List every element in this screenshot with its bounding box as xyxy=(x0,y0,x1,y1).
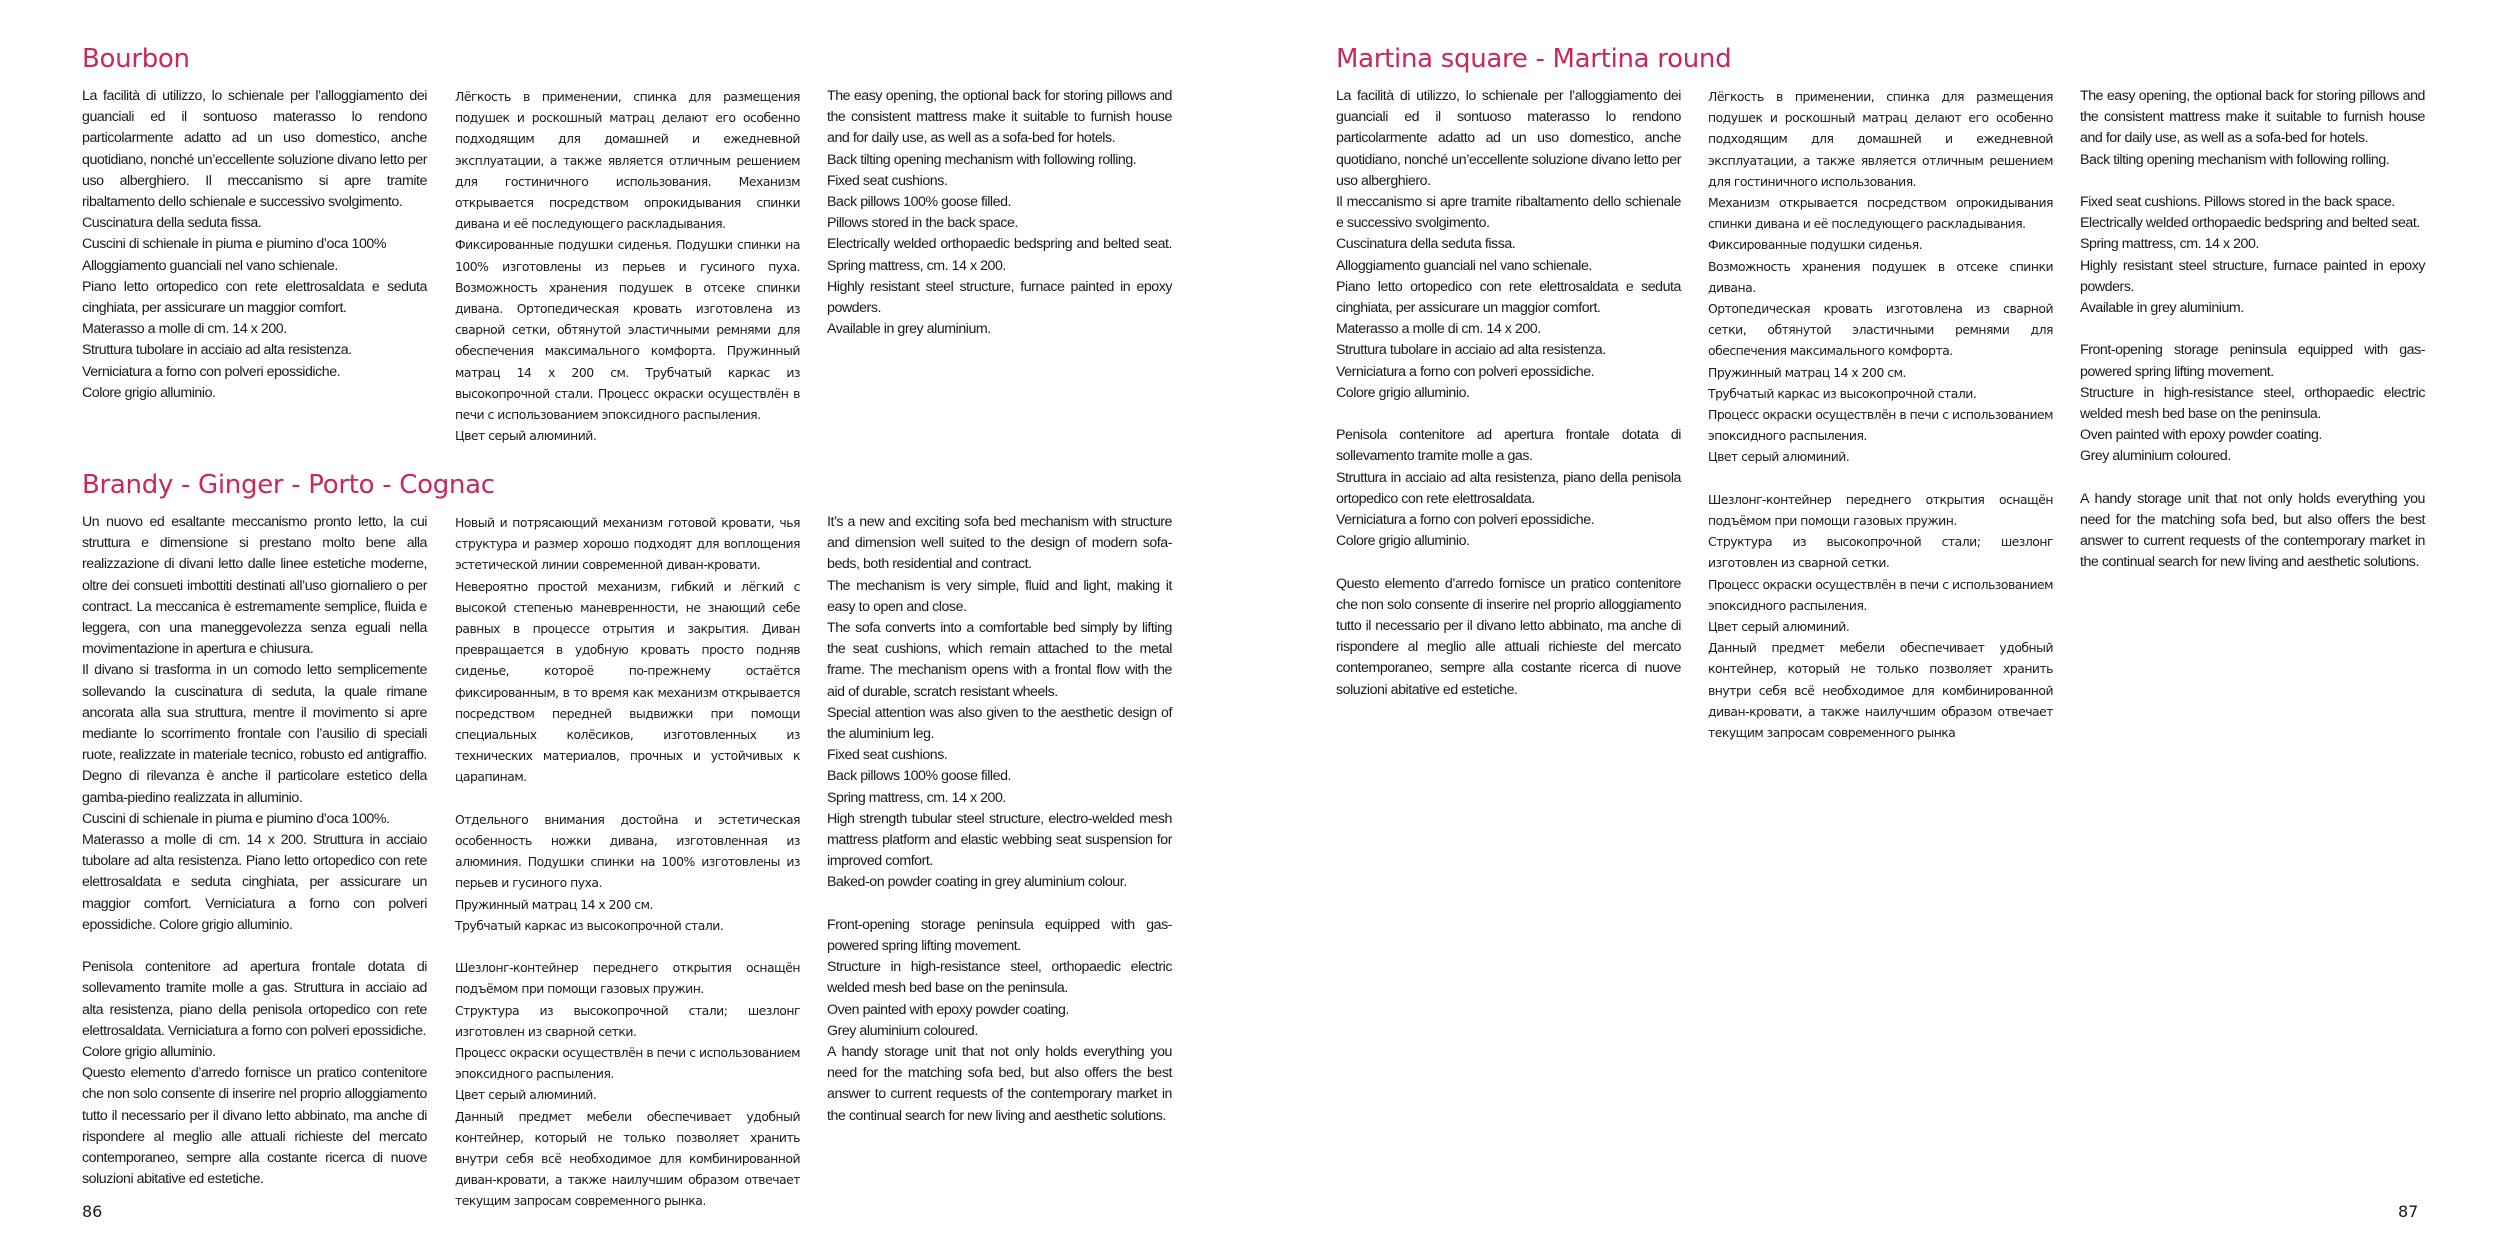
paragraph: Front-opening storage peninsula equipped with gas-powered spring lifting movement. xyxy=(827,916,1172,955)
paragraph: Back tilting opening mechanism with following rolling. xyxy=(827,151,1137,168)
martina-russian-text xyxy=(1708,86,2053,743)
paragraph: The mechanism is very simple, fluid and light, making it easy to open and close. xyxy=(827,577,1172,615)
paragraph: Struttura tubolare in acciaio ad alta resistenza. xyxy=(1336,342,1606,359)
paragraph: It’s a new and exciting sofa bed mechanism with structure and dimension well suited to the design of modern sofa-beds, both residential and contract. xyxy=(827,514,1172,573)
paragraph: Special attention was also given to the aesthetic design of the aluminium leg. xyxy=(827,704,1172,743)
paragraph: Cuscinatura della seduta fissa. xyxy=(1336,236,1516,253)
paragraph: Cuscinatura della seduta fissa. xyxy=(82,215,262,232)
paragraph: Новый и потрясающий механизм готовой кровати, чья структура и размер хорошо подходят для воплощения эстетической линии современной диван-кровати. xyxy=(455,515,800,573)
right-page xyxy=(1250,0,2500,1250)
paragraph: Cuscini di schienale in piuma e piumino d’oca 100% xyxy=(82,236,386,253)
paragraph: Alloggiamento guanciali nel vano schienale. xyxy=(82,257,338,274)
paragraph: Piano letto ortopedico con rete elettrosaldata e seduta cinghiata, per assicurare un maggior comfort. xyxy=(1336,278,1681,317)
paragraph: Electrically welded orthopaedic bedspring and belted seat. xyxy=(2080,215,2420,232)
paragraph: Oven painted with epoxy powder coating. xyxy=(827,1001,1069,1018)
paragraph: Fixed seat cushions. xyxy=(827,747,948,764)
paragraph: Materasso a molle di cm. 14 x 200. xyxy=(1336,321,1541,338)
paragraph: Шезлонг-контейнер переднего открытия оснащён подъёмом при помощи газовых пружин. xyxy=(455,960,800,997)
paragraph: Questo elemento d’arredo fornisce un pratico contenitore che non solo consente di inserire nel proprio alloggiamento tutto il necessario per il divano letto abbinato, ma anche di rispondere al meglio alle attuali richieste del mercato contemporaneo, sempre alla costante ricerca di nuove soluzioni abitative ed estetiche. xyxy=(1336,575,1681,698)
paragraph: Highly resistant steel structure, furnace painted in epoxy powders. xyxy=(2080,257,2425,295)
paragraph: Фиксированные подушки сиденья. Подушки спинки на 100% изготовлены из перьев и гусиного пуха. Возможность хранения подушек в отсеке спинки дивана. Ортопедическая кровать изготовлена из сварной сетки, обтянутой эластичными ремнями для обеспечения максимального комфорта. Пружинный матрац 14 х 200 см. Трубчатый каркас из высокопрочной стали. Процесс окраски осуществлён в печи с использованием эпоксидного распыления. xyxy=(455,237,800,423)
martina-english-text xyxy=(2080,86,2425,574)
paragraph: Цвет серый алюминий. xyxy=(1708,619,1850,635)
page-number-right: 87 xyxy=(2398,1202,2419,1221)
paragraph: Пружинный матрац 14 х 200 см. xyxy=(455,896,653,912)
paragraph: Available in grey aluminium. xyxy=(827,321,991,338)
paragraph: Spring mattress, cm. 14 x 200. xyxy=(827,789,1006,806)
paragraph: Struttura in acciaio ad alta resistenza, piano della penisola ortopedico con rete elettrosaldata. xyxy=(1336,469,1681,507)
paragraph: Back tilting opening mechanism with following rolling. xyxy=(2080,151,2390,168)
bourbon-italian-text xyxy=(82,86,427,404)
paragraph: La facilità di utilizzo, lo schienale per l’alloggiamento dei guanciali ed il sontuoso materasso lo rendono particolarmente adatto ad un uso domestico, anche quotidiano, nonché un’eccellente soluzione divano letto per uso alberghiero. xyxy=(1336,88,1681,189)
brandy-italian-text xyxy=(82,512,427,1190)
paragraph: Ортопедическая кровать изготовлена из сварной сетки, обтянутой эластичными ремнями для обеспечения максимального комфорта. xyxy=(1708,301,2053,359)
paragraph: The easy opening, the optional back for storing pillows and the consistent mattress make it suitable to furnish house and for daily use, as well as a sofa-bed for hotels. xyxy=(827,88,1172,147)
paragraph: A handy storage unit that not only holds everything you need for the matching sofa bed, but also offers the best answer to current requests of the contemporary market in the continual search for new living and aesthetic solutions. xyxy=(827,1044,1172,1124)
paragraph: Il meccanismo si apre tramite ribaltamento dello schienale e successivo svolgimento. xyxy=(1336,194,1681,232)
paragraph: Highly resistant steel structure, furnace painted in epoxy powders. xyxy=(827,278,1172,317)
section-title-brandy: Brandy - Ginger - Porto - Cognac xyxy=(82,470,495,500)
paragraph: Penisola contenitore ad apertura frontale dotata di sollevamento tramite molle a gas. xyxy=(1336,427,1681,465)
paragraph: Шезлонг-контейнер переднего открытия оснащён подъёмом при помощи газовых пружин. xyxy=(1708,491,2053,529)
paragraph: La facilità di utilizzo, lo schienale per l’alloggiamento dei guanciali ed il sontuoso materasso lo rendono particolarmente adatto ad un uso domestico, anche quotidiano, nonché un’eccellente soluzione divano letto per uso alberghiero. Il meccanismo si apre tramite ribaltamento dello schienale e successivo svolgimento. xyxy=(82,88,427,211)
paragraph: Grey aluminium coloured. xyxy=(2080,448,2231,465)
paragraph: Процесс окраски осуществлён в печи с использованием эпоксидного распыления. xyxy=(455,1045,800,1082)
paragraph: Materasso a molle di cm. 14 x 200. Struttura in acciaio tubolare ad alta resistenza. Piano letto ortopedico con rete elettrosaldata e seduta cinghiata, per assicurare un maggior comfort. Verniciatura a forno con polveri epossidiche. Colore grigio alluminio. xyxy=(82,832,427,933)
paragraph: Penisola contenitore ad apertura frontale dotata di sollevamento tramite molle a gas. Struttura in acciaio ad alta resistenza, piano della penisola ortopedico con rete elettrosaldata. Verniciatura a forno con polveri epossidiche. xyxy=(82,959,427,1039)
paragraph: Colore grigio alluminio. xyxy=(82,1044,216,1061)
paragraph: Back pillows 100% goose filled. xyxy=(827,768,1011,785)
paragraph: Лёгкость в применении, спинка для размещения подушек и роскошный матрац делают его особенно подходящим для домашней и ежедневной эксплуатации, а также является отличным решением для гостиничного использования. xyxy=(1708,89,2053,189)
paragraph: Structure in high-resistance steel, orthopaedic electric welded mesh bed base on the peninsula. xyxy=(2080,384,2425,423)
paragraph: Verniciatura a forno con polveri epossidiche. xyxy=(1336,363,1595,380)
brandy-english-text xyxy=(827,512,1172,1127)
paragraph: Colore grigio alluminio. xyxy=(1336,533,1470,550)
bourbon-russian-text xyxy=(455,86,800,446)
paragraph: Spring mattress, cm. 14 x 200. xyxy=(2080,236,2259,253)
section-title-bourbon: Bourbon xyxy=(82,44,190,74)
paragraph: Oven painted with epoxy powder coating. xyxy=(2080,427,2322,444)
paragraph: Процесс окраски осуществлён в печи с использованием эпоксидного распыления. xyxy=(1708,407,2053,444)
section-title-martina: Martina square - Martina round xyxy=(1336,44,1732,74)
paragraph: Цвет серый алюминий. xyxy=(455,1087,597,1103)
paragraph: Verniciatura a forno con polveri epossidiche. xyxy=(82,363,341,380)
paragraph: Structure in high-resistance steel, orthopaedic electric welded mesh bed base on the peninsula. xyxy=(827,959,1172,997)
paragraph: A handy storage unit that not only holds everything you need for the matching sofa bed, but also offers the best answer to current requests of the contemporary market in the continual search for new living and aesthetic solutions. xyxy=(2080,490,2425,571)
paragraph: Данный предмет мебели обеспечивает удобный контейнер, который не только позволяет хранить внутри себя всё необходимое для комбинированной диван-кровати, а также наилучшим образом отвечает текущим запросам современного рынка. xyxy=(455,1108,800,1209)
paragraph: Структура из высокопрочной стали; шезлонг изготовлен из сварной сетки. xyxy=(1708,534,2053,571)
paragraph: Available in grey aluminium. xyxy=(2080,300,2244,317)
paragraph: Front-opening storage peninsula equipped with gas-powered spring lifting movement. xyxy=(2080,342,2425,380)
paragraph: Механизм открывается посредством опрокидывания спинки дивана и её последующего раскладывания. xyxy=(1708,195,2053,232)
paragraph: Questo elemento d’arredo fornisce un pratico contenitore che non solo consente di inserire nel proprio alloggiamento tutto il necessario per il divano letto abbinato, ma anche di rispondere al meglio alle attuali richieste del mercato contemporaneo, sempre alla costante ricerca di nuove soluzioni abitative ed estetiche. xyxy=(82,1065,427,1188)
paragraph: Verniciatura a forno con polveri epossidiche. xyxy=(1336,512,1595,529)
paragraph: Процесс окраски осуществлён в печи с использованием эпоксидного распыления. xyxy=(1708,576,2053,613)
paragraph: Трубчатый каркас из высокопрочной стали. xyxy=(1708,385,1977,401)
bourbon-english-text xyxy=(827,86,1172,340)
page-number-left: 86 xyxy=(82,1202,103,1221)
paragraph: Grey aluminium coloured. xyxy=(827,1022,978,1039)
paragraph: Цвет серый алюминий. xyxy=(1708,449,1850,465)
paragraph: Трубчатый каркас из высокопрочной стали. xyxy=(455,917,724,933)
paragraph: Un nuovo ed esaltante meccanismo pronto letto, la cui struttura e dimensione si prestano molto bene alla realizzazione di divani letto dalle linee estetiche moderne, oltre dei consueti imbottiti destinati all’uso giornaliero o per contract. La meccanica è estremamente semplice, fluida e leggera, con una maneggevolezza senza eguali nella movimentazione in apertura e chiusura. xyxy=(82,514,427,658)
paragraph: Отдельного внимания достойна и эстетическая особенность ножки дивана, изготовленная из алюминия. Подушки спинки на 100% изготовлены из перьев и гусиного пуха. xyxy=(455,811,800,891)
paragraph: Пружинный матрац 14 х 200 см. xyxy=(1708,364,1906,380)
paragraph: Struttura tubolare in acciaio ad alta resistenza. xyxy=(82,342,352,359)
paragraph: Фиксированные подушки сиденья. xyxy=(1708,237,1923,253)
paragraph: Fixed seat cushions. Pillows stored in the back space. xyxy=(2080,194,2395,210)
paragraph: Лёгкость в применении, спинка для размещения подушек и роскошный матрац делают его особенно подходящим для домашней и ежедневной эксплуатации, а также является отличным решением для гостиничного использования. Механизм открывается посредством опрокидывания спинки дивана и её последующего раскладывания. xyxy=(455,89,800,232)
paragraph: The sofa converts into a comfortable bed simply by lifting the seat cushions, which remain attached to the metal frame. The mechanism opens with a frontal flow with the aid of durable, scratch resistant wheels. xyxy=(827,620,1172,700)
paragraph: Electrically welded orthopaedic bedspring and belted seat. Spring mattress, cm. 14 x 200. xyxy=(827,236,1172,274)
brandy-russian-text xyxy=(455,512,800,1212)
paragraph: Colore grigio alluminio. xyxy=(82,384,216,401)
paragraph: Back pillows 100% goose filled. xyxy=(827,194,1011,211)
paragraph: Materasso a molle di cm. 14 x 200. xyxy=(82,321,287,338)
paragraph: Baked-on powder coating in grey aluminium colour. xyxy=(827,874,1127,891)
paragraph: The easy opening, the optional back for storing pillows and the consistent mattress make it suitable to furnish house and for daily use, as well as a sofa-bed for hotels. xyxy=(2080,88,2425,147)
paragraph: Il divano si trasforma in un comodo letto semplicemente sollevando la cuscinatura di seduta, la quale rimane ancorata alla sua struttura, mentre il movimento si apre mediante lo scorrimento frontale con l’ausilio di speciali ruote, realizzate in materiale tecnico, robusto ed antigraffio. Degno di rilevanza è anche il particolare estetico della gamba-piedino realizzata in alluminio. xyxy=(82,662,427,806)
paragraph: Colore grigio alluminio. xyxy=(1336,384,1470,401)
paragraph: Цвет серый алюминий. xyxy=(455,428,597,444)
paragraph: Cuscini di schienale in piuma e piumino d’oca 100%. xyxy=(82,810,390,827)
paragraph: Pillows stored in the back space. xyxy=(827,215,1018,232)
paragraph: Fixed seat cushions. xyxy=(827,172,948,189)
paragraph: Структура из высокопрочной стали; шезлонг изготовлен из сварной сетки. xyxy=(455,1002,800,1039)
paragraph: Возможность хранения подушек в отсеке спинки дивана. xyxy=(1708,258,2053,295)
paragraph: Данный предмет мебели обеспечивает удобный контейнер, который не только позволяет хранить внутри себя всё необходимое для комбинированной диван-кровати, а также наилучшим образом отвечает текущим запросам современного рынка xyxy=(1708,640,2053,741)
paragraph: Alloggiamento guanciali nel vano schienale. xyxy=(1336,257,1592,274)
martina-italian-text xyxy=(1336,86,1681,701)
paragraph: Piano letto ortopedico con rete elettrosaldata e seduta cinghiata, per assicurare un maggior comfort. xyxy=(82,278,427,317)
paragraph: High strength tubular steel structure, electro-welded mesh mattress platform and elastic webbing seat suspension for improved comfort. xyxy=(827,810,1172,870)
paragraph: Невероятно простой механизм, гибкий и лёгкий с высокой степенью маневренности, не знающий себе равных в процессе отрытия и закрытия. Диван превращается в удобную кровать просто подняв сиденье, котороё по-прежнему остаётся фиксированным, в то время как механизм открывается посредством передней выдвижки при помощи специальных колёсиков, изготовленных из технических материалов, прочных и устойчивых к царапинам. xyxy=(455,578,800,785)
